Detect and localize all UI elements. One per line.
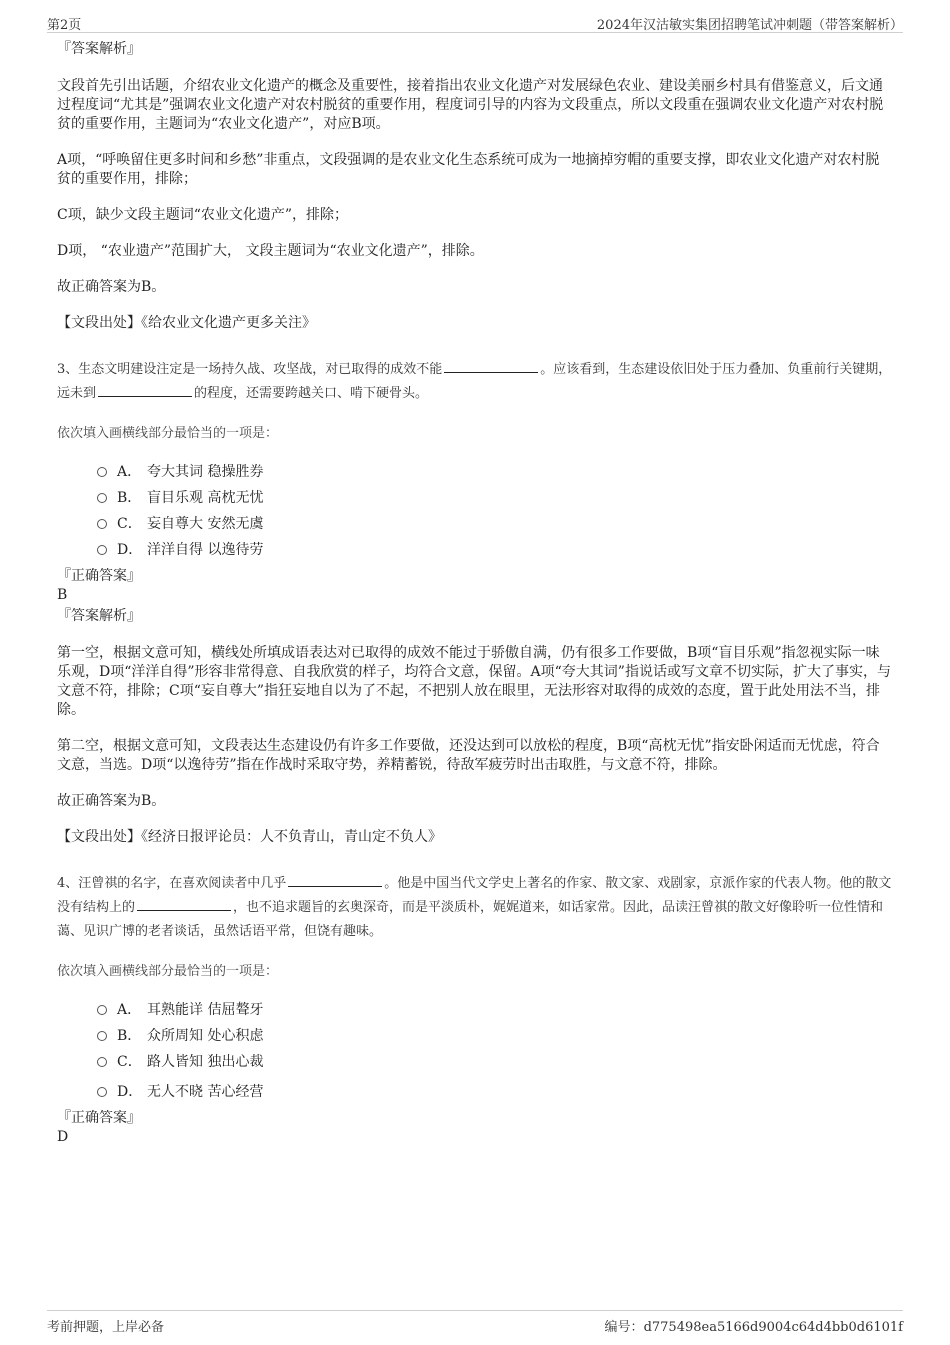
option-a[interactable]: A． 夸大其词 稳操胜券 — [97, 459, 893, 485]
analysis-paragraph: C项，缺少文段主题词“农业文化遗产”，排除； — [57, 207, 349, 223]
question-3 — [57, 358, 893, 847]
option-b[interactable]: B． 盲目乐观 高枕无忧 — [97, 485, 893, 511]
analysis-paragraph: 文段首先引出话题，介绍农业文化遗产的概念及重要性，接着指出农业文化遗产对发展绿色农业、建设美丽乡村具有借鉴意义，后文通过程度词“尤其是”强调农业文化遗产对农村脱贫的重要作用，程度词引导的内容为文段重点，所以文段重在强调农业文化遗产对农村脱贫的重要作用，主题词为“农业文化遗产”，对应B项。 — [57, 78, 884, 132]
fill-blank — [444, 360, 538, 373]
conclusion: 故正确答案为B。 — [57, 793, 166, 809]
analysis-paragraph: 第二空，根据文意可知，文段表达生态建设仍有许多工作要做，还没达到可以放松的程度，B项“高枕无忧”指安卧闲适而无忧虑，符合文意，当选。D项“以逸待劳”指在作战时采取守势，养精蓄锐，待敌军疲劳时出击取胜，与文意不符，排除。 — [57, 738, 880, 773]
question-instruction: 依次填入画横线部分最恰当的一项是： — [57, 964, 279, 979]
fill-blank — [98, 384, 192, 397]
document-title: 2024年汉沽敏实集团招聘笔试冲刺题（带答案解析） — [596, 18, 903, 33]
radio-button[interactable] — [97, 1031, 107, 1041]
option-list — [97, 997, 893, 1105]
option-a[interactable]: A． 耳熟能详 佶屈聱牙 — [97, 997, 893, 1023]
conclusion: 故正确答案为B。 — [57, 279, 166, 295]
fill-blank — [137, 898, 231, 911]
radio-button[interactable] — [97, 1087, 107, 1097]
fill-blank — [288, 874, 382, 887]
answer-value: B — [57, 587, 68, 603]
analysis-paragraph: 第一空，根据文意可知，横线处所填成语表达对已取得的成效不能过于骄傲自满，仍有很多工作要做，B项“盲目乐观”指忽视实际一味乐观，D项“洋洋自得”形容非常得意、自我欣赏的样子，均符合文意，保留。A项“夸大其词”指说话或写文章不切实际，扩大了事实，与文意不符，排除；C项“妄自尊大”指狂妄地自以为了不起，不把别人放在眼里，无法形容对取得的成效的态度，置于此处用法不当，排除。 — [57, 645, 891, 718]
page-header — [47, 12, 903, 33]
source-citation: 【文段出处】《给农业文化遗产更多关注》 — [57, 315, 316, 331]
radio-button[interactable] — [97, 1057, 107, 1067]
source-citation: 【文段出处】《经济日报评论员：人不负青山，青山定不负人》 — [57, 829, 442, 845]
option-c[interactable]: C． 妄自尊大 安然无虞 — [97, 511, 893, 537]
question-instruction: 依次填入画横线部分最恰当的一项是： — [57, 426, 279, 441]
footer-slogan: 考前押题，上岸必备 — [47, 1320, 165, 1335]
radio-button[interactable] — [97, 545, 107, 555]
option-d[interactable]: D． 无人不晓 苦心经营 — [97, 1079, 893, 1105]
question-4 — [57, 872, 893, 1147]
page-content — [57, 40, 893, 1147]
analysis-heading: 『答案解析』 — [57, 41, 141, 57]
option-c[interactable]: C． 路人皆知 独出心裁 — [97, 1049, 893, 1075]
analysis-heading: 『答案解析』 — [57, 608, 141, 624]
analysis-paragraph: D项， “农业遗产”范围扩大， 文段主题词为“农业文化遗产”，排除。 — [57, 243, 484, 259]
answer-value: D — [57, 1129, 69, 1145]
page-number: 第2页 — [47, 18, 82, 33]
document-code: 编号：d775498ea5166d9004c64d4bb0d6101f — [604, 1320, 903, 1335]
option-list — [97, 459, 893, 563]
analysis-paragraph: A项，“呼唤留住更多时间和乡愁”非重点，文段强调的是农业文化生态系统可成为一地摘掉穷帽的重要支撑，即农业文化遗产对农村脱贫的重要作用，排除； — [57, 152, 880, 187]
question-stem: 4、汪曾祺的名字，在喜欢阅读者中几乎 。他是中国当代文学史上著名的作家、散文家、戏剧家，京派作家的代表人物。他的散文没有结构上的 ，也不追求题旨的玄奥深奇，而是平淡质朴，娓娓道来，如话家常。因此，品读汪曾祺的散文好像聆听一位性情和蔼、见识广博的老者谈话，虽然话语平常，但饶有趣味。 — [57, 876, 892, 939]
answer-heading: 『正确答案』 — [57, 568, 141, 584]
radio-button[interactable] — [97, 519, 107, 529]
radio-button[interactable] — [97, 467, 107, 477]
radio-button[interactable] — [97, 493, 107, 503]
answer-heading: 『正确答案』 — [57, 1110, 141, 1126]
option-d[interactable]: D． 洋洋自得 以逸待劳 — [97, 537, 893, 563]
q2-analysis — [57, 40, 893, 333]
question-stem: 3、生态文明建设注定是一场持久战、攻坚战，对已取得的成效不能 。应该看到，生态建设依旧处于压力叠加、负重前行关键期，远未到 的程度，还需要跨越关口、啃下硬骨头。 — [57, 362, 892, 401]
option-b[interactable]: B． 众所周知 处心积虑 — [97, 1023, 893, 1049]
radio-button[interactable] — [97, 1005, 107, 1015]
page-footer — [47, 1310, 903, 1335]
